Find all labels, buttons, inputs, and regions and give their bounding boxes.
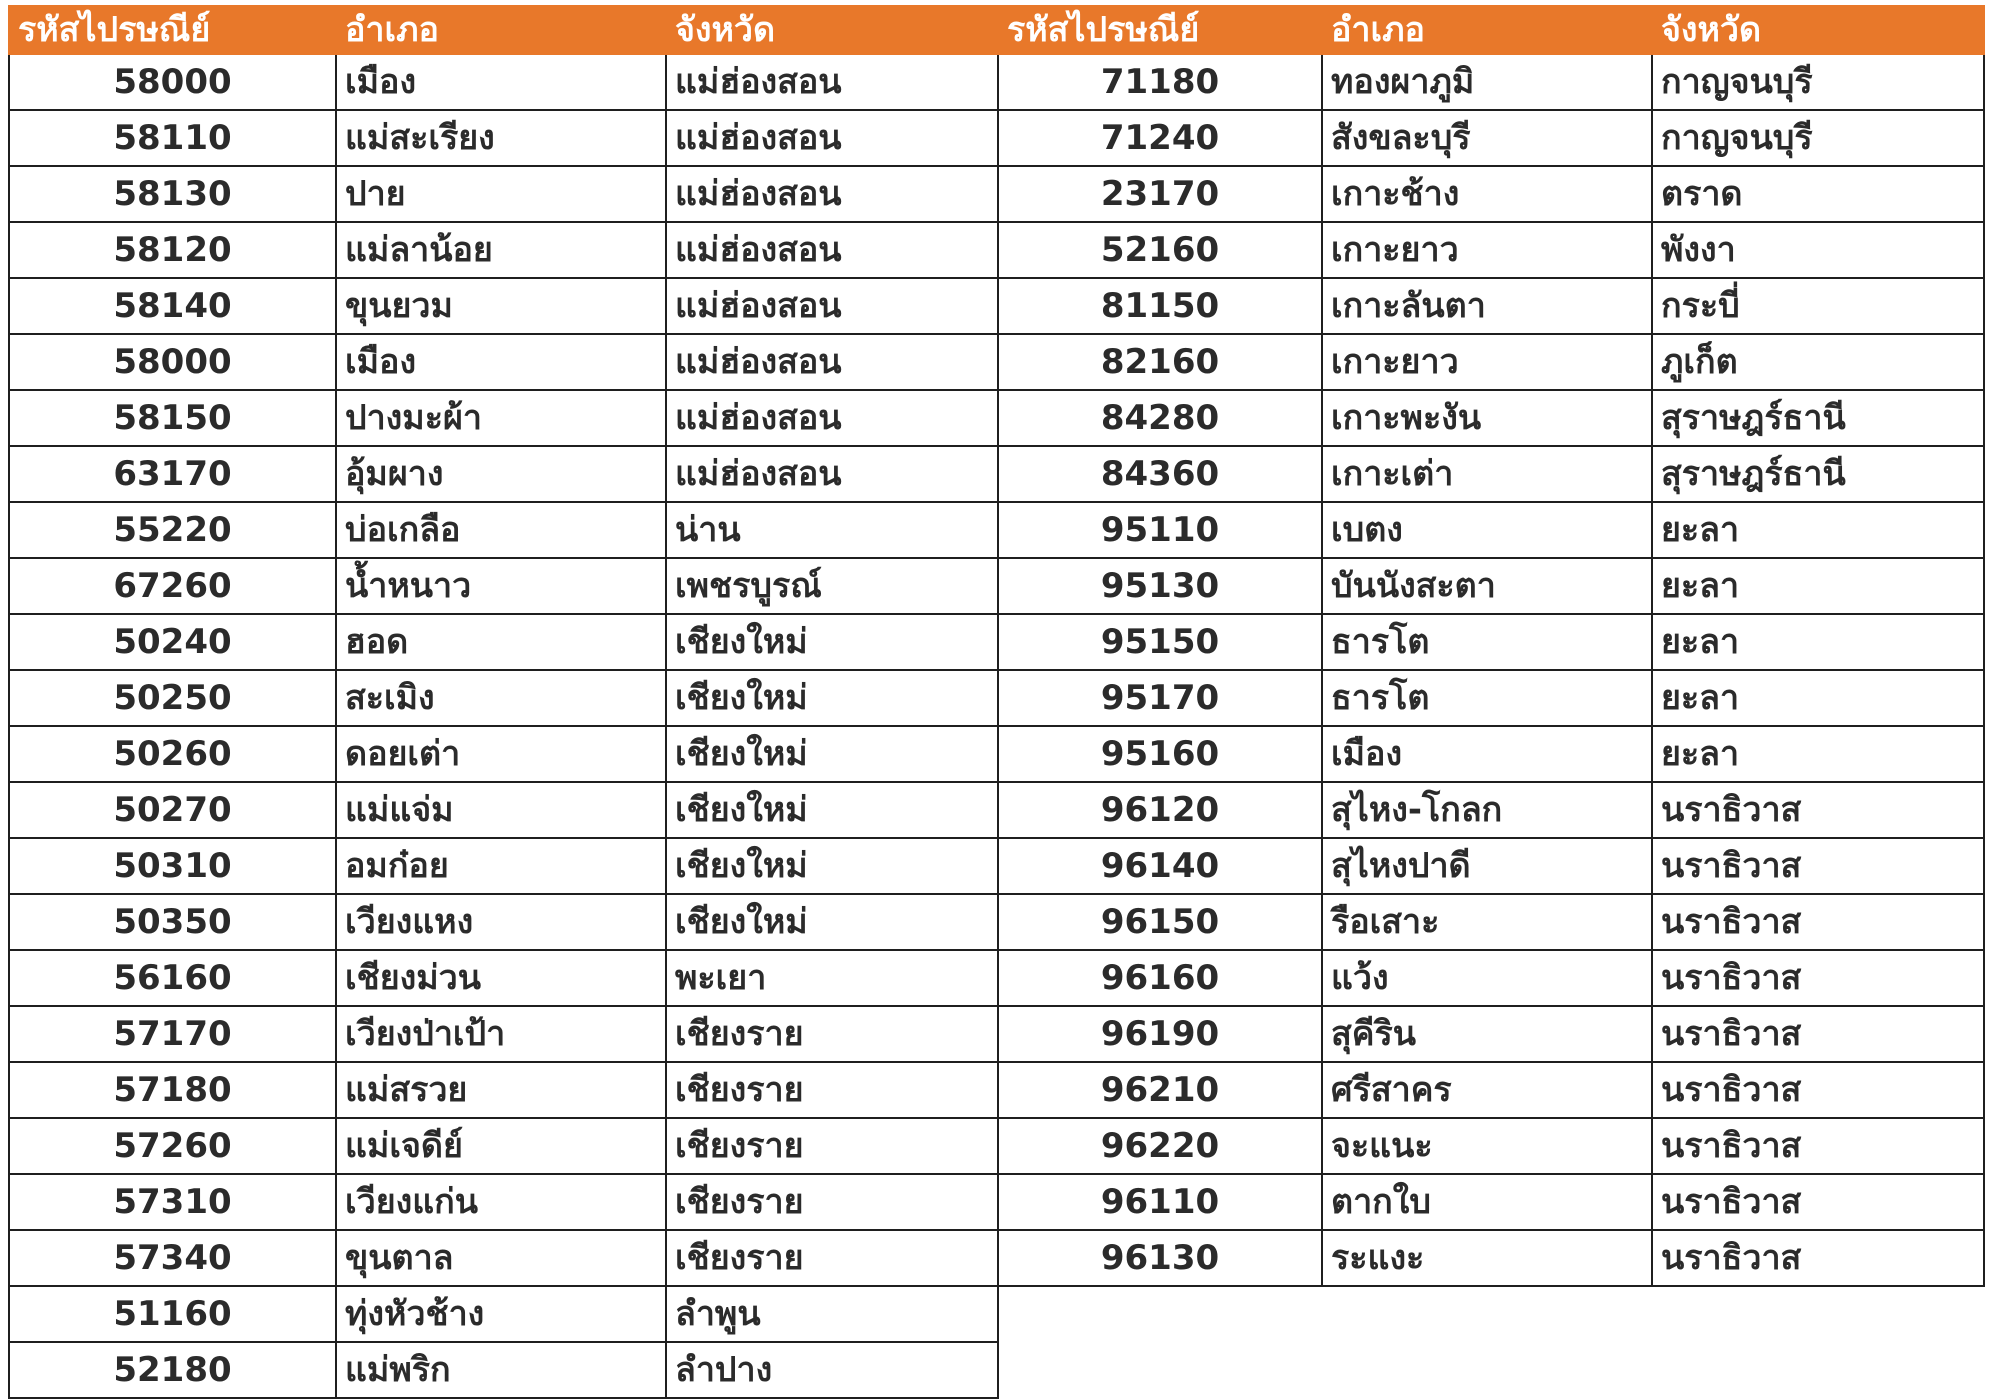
table-row [9, 1286, 998, 1342]
postal-code-cell: 57180 [9, 1062, 336, 1118]
table-row [998, 838, 1984, 894]
amphoe-cell: เวียงแหง [336, 894, 666, 950]
table-row [9, 334, 998, 390]
amphoe-cell: แม่สรวย [336, 1062, 666, 1118]
postal-code-cell: 56160 [9, 950, 336, 1006]
postal-code-cell: 50270 [9, 782, 336, 838]
amphoe-cell: ระแงะ [1322, 1230, 1652, 1286]
header-province: จังหวัด [666, 6, 998, 54]
amphoe-cell: ตากใบ [1322, 1174, 1652, 1230]
amphoe-cell: แม่เจดีย์ [336, 1118, 666, 1174]
province-cell: เพชรบูรณ์ [666, 558, 998, 614]
table-row [9, 1230, 998, 1286]
province-cell: นราธิวาส [1652, 1174, 1984, 1230]
amphoe-cell: รือเสาะ [1322, 894, 1652, 950]
postal-code-cell: 50260 [9, 726, 336, 782]
amphoe-cell: เมือง [1322, 726, 1652, 782]
table-row [998, 166, 1984, 222]
province-cell: กาญจนบุรี [1652, 110, 1984, 166]
amphoe-cell: สุไหง-โกลก [1322, 782, 1652, 838]
table-row [998, 222, 1984, 278]
table-body-right [998, 54, 1984, 1286]
header-row [9, 6, 998, 54]
amphoe-cell: เมือง [336, 334, 666, 390]
province-cell: เชียงราย [666, 1006, 998, 1062]
postal-code-cell: 52160 [998, 222, 1322, 278]
postal-code-cell: 95160 [998, 726, 1322, 782]
province-cell: นราธิวาส [1652, 1118, 1984, 1174]
table-row [998, 1062, 1984, 1118]
table-row [9, 166, 998, 222]
postal-code-cell: 58120 [9, 222, 336, 278]
province-cell: เชียงใหม่ [666, 726, 998, 782]
amphoe-cell: แม่แจ่ม [336, 782, 666, 838]
province-cell: นราธิวาส [1652, 782, 1984, 838]
province-cell: แม่ฮ่องสอน [666, 278, 998, 334]
province-cell: สุราษฎร์ธานี [1652, 390, 1984, 446]
postal-code-cell: 95170 [998, 670, 1322, 726]
table-row [998, 670, 1984, 726]
amphoe-cell: ฮอด [336, 614, 666, 670]
table-row [9, 894, 998, 950]
amphoe-cell: สุไหงปาดี [1322, 838, 1652, 894]
postal-code-cell: 95130 [998, 558, 1322, 614]
table-row [998, 446, 1984, 502]
postal-code-cell: 50240 [9, 614, 336, 670]
province-cell: ยะลา [1652, 614, 1984, 670]
postal-code-cell: 58140 [9, 278, 336, 334]
amphoe-cell: เกาะยาว [1322, 222, 1652, 278]
table-row [9, 726, 998, 782]
header-row [998, 6, 1984, 54]
table-row [998, 502, 1984, 558]
postal-code-cell: 81150 [998, 278, 1322, 334]
table-row [9, 278, 998, 334]
postal-code-cell: 96220 [998, 1118, 1322, 1174]
amphoe-cell: ทองผาภูมิ [1322, 54, 1652, 110]
amphoe-cell: สุคีริน [1322, 1006, 1652, 1062]
amphoe-cell: น้ำหนาว [336, 558, 666, 614]
table-row [998, 334, 1984, 390]
amphoe-cell: ขุนตาล [336, 1230, 666, 1286]
table-row [998, 54, 1984, 110]
table-row [998, 1174, 1984, 1230]
postal-code-cell: 96190 [998, 1006, 1322, 1062]
postal-code-table-right [997, 5, 1985, 1287]
postal-code-cell: 58150 [9, 390, 336, 446]
province-cell: เชียงใหม่ [666, 894, 998, 950]
postal-code-cell: 84280 [998, 390, 1322, 446]
table-row [9, 950, 998, 1006]
postal-code-cell: 96150 [998, 894, 1322, 950]
postal-code-cell: 51160 [9, 1286, 336, 1342]
postal-code-cell: 23170 [998, 166, 1322, 222]
postal-code-cell: 96210 [998, 1062, 1322, 1118]
postal-code-cell: 57310 [9, 1174, 336, 1230]
table-row [998, 614, 1984, 670]
province-cell: พะเยา [666, 950, 998, 1006]
header-amphoe: อำเภอ [1322, 6, 1652, 54]
province-cell: เชียงใหม่ [666, 782, 998, 838]
province-cell: ลำปาง [666, 1342, 998, 1398]
amphoe-cell: อมก๋อย [336, 838, 666, 894]
province-cell: แม่ฮ่องสอน [666, 390, 998, 446]
amphoe-cell: เมือง [336, 54, 666, 110]
province-cell: สุราษฎร์ธานี [1652, 446, 1984, 502]
amphoe-cell: ปาย [336, 166, 666, 222]
postal-code-cell: 82160 [998, 334, 1322, 390]
amphoe-cell: เวียงแก่น [336, 1174, 666, 1230]
table-body-left [9, 54, 998, 1398]
province-cell: นราธิวาส [1652, 1006, 1984, 1062]
province-cell: ยะลา [1652, 670, 1984, 726]
table-row [9, 838, 998, 894]
table-row [9, 670, 998, 726]
table-row [998, 1118, 1984, 1174]
postal-code-table-left [8, 5, 999, 1399]
postal-code-cell: 50350 [9, 894, 336, 950]
province-cell: นราธิวาส [1652, 1062, 1984, 1118]
amphoe-cell: เชียงม่วน [336, 950, 666, 1006]
province-cell: เชียงราย [666, 1230, 998, 1286]
table-row [9, 558, 998, 614]
table-row [998, 390, 1984, 446]
table-row [9, 1062, 998, 1118]
table-row [998, 782, 1984, 838]
amphoe-cell: ศรีสาคร [1322, 1062, 1652, 1118]
table-row [9, 1006, 998, 1062]
amphoe-cell: เกาะลันตา [1322, 278, 1652, 334]
header-postal-code: รหัสไปรษณีย์ [9, 6, 336, 54]
amphoe-cell: เกาะพะงัน [1322, 390, 1652, 446]
province-cell: แม่ฮ่องสอน [666, 222, 998, 278]
amphoe-cell: ทุ่งหัวช้าง [336, 1286, 666, 1342]
province-cell: กาญจนบุรี [1652, 54, 1984, 110]
table-row [9, 390, 998, 446]
table-row [9, 446, 998, 502]
province-cell: กระบี่ [1652, 278, 1984, 334]
amphoe-cell: แม่สะเรียง [336, 110, 666, 166]
province-cell: น่าน [666, 502, 998, 558]
province-cell: ตราด [1652, 166, 1984, 222]
header-amphoe: อำเภอ [336, 6, 666, 54]
amphoe-cell: เบตง [1322, 502, 1652, 558]
table-row [9, 1118, 998, 1174]
postal-code-cell: 96140 [998, 838, 1322, 894]
province-cell: แม่ฮ่องสอน [666, 166, 998, 222]
amphoe-cell: เวียงป่าเป้า [336, 1006, 666, 1062]
table-row [9, 502, 998, 558]
postal-code-cell: 57170 [9, 1006, 336, 1062]
amphoe-cell: บันนังสะตา [1322, 558, 1652, 614]
postal-code-cell: 84360 [998, 446, 1322, 502]
amphoe-cell: แม่พริก [336, 1342, 666, 1398]
postal-code-cell: 58110 [9, 110, 336, 166]
postal-code-cell: 58000 [9, 334, 336, 390]
table-row [998, 110, 1984, 166]
province-cell: ยะลา [1652, 726, 1984, 782]
amphoe-cell: จะแนะ [1322, 1118, 1652, 1174]
table-row [9, 614, 998, 670]
table-row [9, 110, 998, 166]
table-row [998, 950, 1984, 1006]
postal-code-cell: 50250 [9, 670, 336, 726]
amphoe-cell: อุ้มผาง [336, 446, 666, 502]
province-cell: ยะลา [1652, 502, 1984, 558]
province-cell: นราธิวาส [1652, 894, 1984, 950]
postal-code-cell: 57340 [9, 1230, 336, 1286]
postal-code-cell: 96110 [998, 1174, 1322, 1230]
amphoe-cell: แม่ลาน้อย [336, 222, 666, 278]
table-row [9, 782, 998, 838]
table-row [998, 726, 1984, 782]
province-cell: นราธิวาส [1652, 838, 1984, 894]
amphoe-cell: ขุนยวม [336, 278, 666, 334]
province-cell: แม่ฮ่องสอน [666, 334, 998, 390]
province-cell: แม่ฮ่องสอน [666, 446, 998, 502]
province-cell: เชียงใหม่ [666, 838, 998, 894]
amphoe-cell: บ่อเกลือ [336, 502, 666, 558]
amphoe-cell: แว้ง [1322, 950, 1652, 1006]
amphoe-cell: ธารโต [1322, 614, 1652, 670]
amphoe-cell: ธารโต [1322, 670, 1652, 726]
province-cell: แม่ฮ่องสอน [666, 54, 998, 110]
table-row [998, 1006, 1984, 1062]
postal-code-cell: 95150 [998, 614, 1322, 670]
table-row [9, 222, 998, 278]
amphoe-cell: ปางมะผ้า [336, 390, 666, 446]
postal-code-cell: 71180 [998, 54, 1322, 110]
table-row [998, 558, 1984, 614]
province-cell: ภูเก็ต [1652, 334, 1984, 390]
postal-code-cell: 95110 [998, 502, 1322, 558]
amphoe-cell: เกาะยาว [1322, 334, 1652, 390]
postal-code-cell: 63170 [9, 446, 336, 502]
table-row [9, 54, 998, 110]
header-postal-code: รหัสไปรษณีย์ [998, 6, 1322, 54]
amphoe-cell: เกาะเต่า [1322, 446, 1652, 502]
postal-code-cell: 96160 [998, 950, 1322, 1006]
table-row [998, 894, 1984, 950]
postal-code-cell: 58000 [9, 54, 336, 110]
province-cell: ลำพูน [666, 1286, 998, 1342]
amphoe-cell: ดอยเต่า [336, 726, 666, 782]
postal-code-cell: 96120 [998, 782, 1322, 838]
header-province: จังหวัด [1652, 6, 1984, 54]
postal-code-cell: 71240 [998, 110, 1322, 166]
province-cell: เชียงใหม่ [666, 670, 998, 726]
province-cell: เชียงราย [666, 1174, 998, 1230]
province-cell: นราธิวาส [1652, 1230, 1984, 1286]
province-cell: นราธิวาส [1652, 950, 1984, 1006]
postal-code-cell: 58130 [9, 166, 336, 222]
postal-code-cell: 96130 [998, 1230, 1322, 1286]
province-cell: เชียงใหม่ [666, 614, 998, 670]
amphoe-cell: สังขละบุรี [1322, 110, 1652, 166]
province-cell: พังงา [1652, 222, 1984, 278]
postal-code-cell: 67260 [9, 558, 336, 614]
province-cell: แม่ฮ่องสอน [666, 110, 998, 166]
table-row [998, 278, 1984, 334]
table-row [9, 1342, 998, 1398]
postal-code-cell: 55220 [9, 502, 336, 558]
amphoe-cell: สะเมิง [336, 670, 666, 726]
table-row [9, 1174, 998, 1230]
province-cell: เชียงราย [666, 1118, 998, 1174]
postal-code-cell: 50310 [9, 838, 336, 894]
province-cell: เชียงราย [666, 1062, 998, 1118]
postal-code-cell: 57260 [9, 1118, 336, 1174]
province-cell: ยะลา [1652, 558, 1984, 614]
postal-code-cell: 52180 [9, 1342, 336, 1398]
table-row [998, 1230, 1984, 1286]
amphoe-cell: เกาะช้าง [1322, 166, 1652, 222]
